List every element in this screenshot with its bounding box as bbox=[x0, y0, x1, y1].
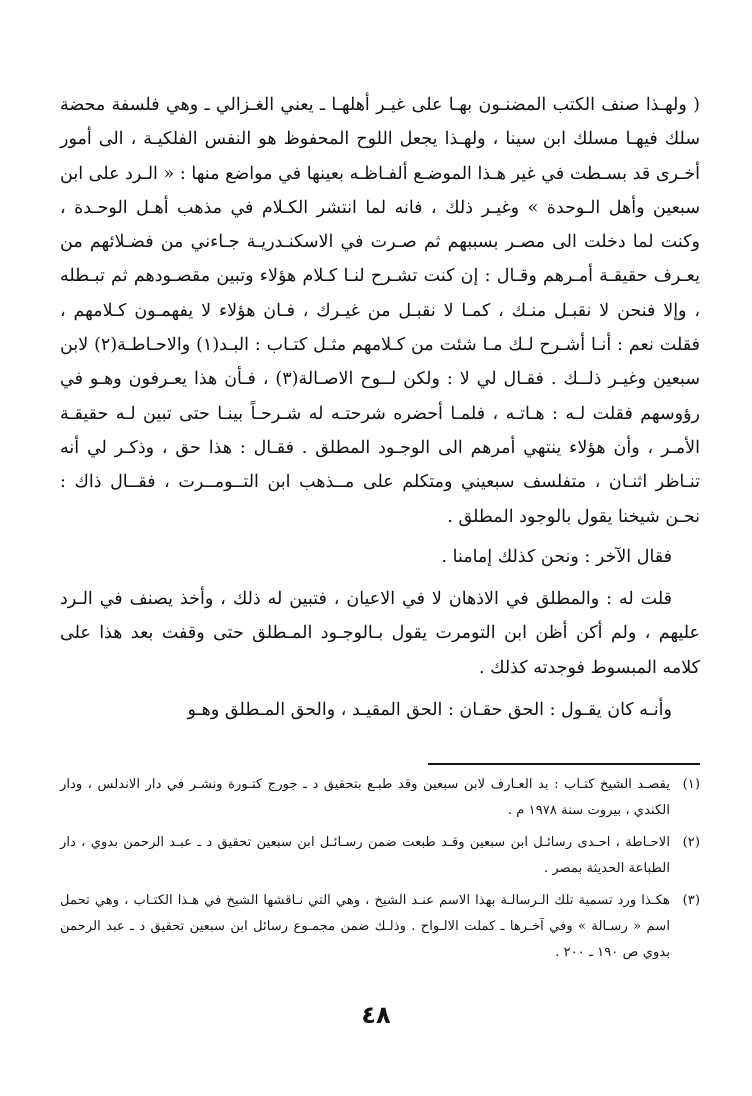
footnote-text: هكـذا ورد تسمية تلك الـرسالـة بهذا الاسم عنـد الشيخ ، وهي التي نـاقشها الشيخ في هـذا الكتـاب ، وهي تحمل اسم « رسـالة » وفي آخـرها ـ كملت الالـواح . وذلـك ضمن مجمـوع رسائل ابن سبعين تحقيق د ـ عبد الرحمن بدوي ص ١٩٠ ـ ٢٠٠ . bbox=[60, 893, 670, 960]
footnotes bbox=[60, 772, 700, 972]
main-text bbox=[60, 88, 700, 727]
footnote-divider bbox=[428, 763, 700, 765]
footnote-3 bbox=[60, 888, 700, 966]
footnote-number: (٣) bbox=[682, 893, 700, 908]
footnote-text: يقصـد الشيخ كتـاب : بد العـارف لابن سبعين وقد طبـع بتحقيق د ـ جورج كتـورة ونشـر في دار الاندلس ، ودار الكندي ، بيروت سنة ١٩٧٨ م . bbox=[60, 777, 670, 818]
paragraph-1: ( ولهـذا صنف الكتب المضنـون بهـا على غيـر أهلهـا ـ يعني الغـزالي ـ وهي فلسفة محضة سلك فيهـا مسلك ابن سينا ، ولهـذا يجعل اللوح المحفوظ هو النفس الفلكيـة ، الى أمور أخـرى قد بسـطت في غير هـذا الموضـع ألفـاظـه بعينها في مواضع منها : « الـرد على ابن سبعين وأهل الـوحدة » وغيـر ذلك ، فانه لما انتشر الكـلام في مذهب أهـل الوحـدة ، وكنت لما دخلت الى مصـر بسببهم ثم صـرت في الاسكنـدريـة جـاءني من فضـلائهم من يعـرف حقيقـة أمـرهم وقـال : إن كنت تشـرح لنـا كـلام هؤلاء وتبين مقصـودهم ثم تبـطله ، وإلا فنحن لا نقبـل منـك ، كمـا لا نقبـل من غيـرك ، فـان هؤلاء لا يفهمـون كـلامهم ، فقلت نعم : أنـا أشـرح لـك مـا شئت من كـلامهم مثـل كتـاب : البـد(١) والاحـاطـة(٢) لابن سبعين وغيـر ذلــك . فقـال لي لا : ولكن لــوح الاصـالة(٣) ، فـأن هذا يعـرفون وهـو في رؤوسهم فقلت لـه : هـاتـه ، فلمـا أحضره شرحتـه له شـرحـاً بينـا حتى تبين لـه حقيقـة الأمـر ، وأن هؤلاء ينتهي أمرهم الى الوجـود المطلق . فقـال : هذا حق ، وذكـر لي أنه تنـاظر اثنـان ، متفلسف سبعيني ومتكلم على مــذهب ابن التــومــرت ، فقــال ذاك : نحـن شيخنا يقول بالوجود المطلق . bbox=[60, 95, 700, 527]
paragraph-2: فقال الآخر : ونحن كذلك إمامنا . bbox=[441, 546, 672, 567]
page-number: ٤٨ bbox=[361, 1001, 391, 1029]
paragraph-3: قلت له : والمطلق في الاذهان لا في الاعيان ، فتبين له ذلك ، وأخذ يصنف في الـرد عليهم ، ولم أكن أظن ابن التومرت يقول بـالوجـود المـطلق حتى وقفت بعد هذا على كلامه المبسوط فوجدته كذلك . bbox=[60, 589, 700, 678]
footnote-2 bbox=[60, 830, 700, 882]
footnote-1 bbox=[60, 772, 700, 824]
paragraph-4: وأنـه كان يقـول : الحق حقـان : الحق المقيـد ، والحق المـطلق وهـو bbox=[187, 700, 672, 721]
footnote-number: (١) bbox=[682, 777, 700, 792]
footnote-text: الاحـاطة ، احـدى رسائـل ابن سبعين وقـد طبعت ضمن رسـائـل ابن سبعين تحقيق د ـ عبـد الرحمن بدوي ، دار الطباعة الحديثة بمصر . bbox=[60, 835, 670, 876]
footnote-number: (٢) bbox=[682, 835, 700, 850]
